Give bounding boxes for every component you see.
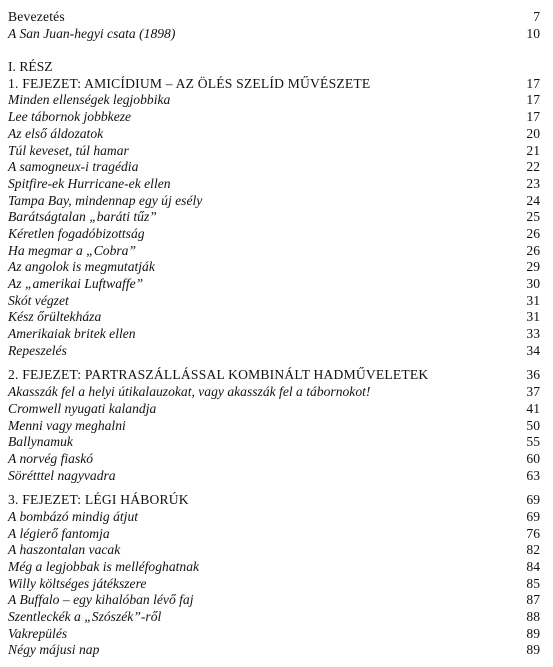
toc-entry (8, 126, 540, 143)
entry-title: Willy költséges játékszere (8, 575, 147, 591)
entry-title: Lee tábornok jobbkeze (8, 109, 132, 125)
page-number: 26 (526, 225, 540, 241)
toc-entry (8, 26, 540, 43)
spacer (8, 42, 540, 59)
entry-title: A San Juan-hegyi csata (1898) (8, 25, 176, 41)
toc-entry (8, 193, 540, 210)
chapter-heading (8, 76, 540, 93)
page-number: 33 (526, 326, 540, 342)
entry-title: Négy májusi nap (8, 642, 100, 658)
page-number: 31 (526, 309, 540, 325)
toc-entry (8, 418, 540, 435)
page-number: 84 (526, 559, 540, 574)
toc-entry (8, 592, 540, 609)
entry-title: A bombázó mindig átjut (8, 508, 139, 524)
entry-title: Kész őrültekháza (8, 309, 102, 325)
entry-title: A Buffalo – egy kihalóban lévő faj (8, 592, 194, 608)
page-number: 36 (526, 367, 540, 383)
page-number: 87 (526, 592, 540, 608)
entry-title: 2. FEJEZET: PARTRASZÁLLÁSSAL KOMBINÁLT HADMŰVELETEK (8, 367, 429, 383)
toc-entry (8, 509, 540, 526)
page-number: 41 (526, 400, 540, 416)
page-number: 89 (526, 642, 540, 658)
entry-title: A légierő fantomja (8, 525, 110, 541)
toc-entry (8, 434, 540, 451)
entry-title: Ballynamuk (8, 434, 73, 450)
entry-title: Ha megmar a „Cobra” (8, 242, 137, 258)
page-number: 34 (526, 342, 540, 358)
chapter-heading (8, 492, 540, 509)
entry-title: Sörétttel nagyvadra (8, 467, 116, 483)
toc-entry (8, 468, 540, 485)
toc-entry (8, 384, 540, 401)
entry-title: I. RÉSZ (8, 59, 53, 75)
page-number: 82 (526, 542, 540, 558)
page-number: 25 (526, 209, 540, 225)
toc-entry (8, 576, 540, 593)
toc-entry (8, 542, 540, 559)
page-number: 63 (526, 467, 540, 483)
entry-title: A norvég fiaskó (8, 450, 94, 466)
page-number: 23 (526, 175, 540, 191)
toc-entry (8, 526, 540, 543)
chapter-heading (8, 367, 540, 384)
toc-entry (8, 209, 540, 226)
page-number: 10 (526, 25, 540, 41)
entry-title: Barátságtalan „baráti tűz” (8, 209, 157, 225)
page-number: 37 (526, 384, 540, 400)
page-number: 24 (526, 192, 540, 208)
page-number: 21 (526, 142, 540, 158)
page-number: 17 (526, 92, 540, 108)
toc-entry (8, 559, 540, 576)
toc-entry (8, 343, 540, 360)
entry-title: A haszontalan vacak (8, 542, 121, 558)
toc-entry (8, 109, 540, 126)
entry-title: Bevezetés (8, 9, 65, 24)
entry-title: Skót végzet (8, 292, 69, 308)
table-of-contents (8, 9, 540, 659)
entry-title: Menni vagy meghalni (8, 417, 126, 433)
page-number: 20 (526, 125, 540, 141)
toc-entry (8, 9, 540, 26)
entry-title: Repeszelés (8, 342, 67, 358)
entry-title: Minden ellenségek legjobbika (8, 92, 171, 108)
toc-entry (8, 92, 540, 109)
part-heading (8, 59, 540, 76)
entry-title: Vakrepülés (8, 625, 68, 641)
toc-entry (8, 143, 540, 160)
toc-entry (8, 159, 540, 176)
toc-entry (8, 243, 540, 260)
page-number: 50 (526, 417, 540, 433)
page-number: 30 (526, 276, 540, 291)
entry-title: 1. FEJEZET: AMICÍDIUM – AZ ÖLÉS SZELÍD MŰVÉSZETE (8, 75, 371, 91)
entry-title: Cromwell nyugati kalandja (8, 400, 157, 416)
page-number: 60 (526, 450, 540, 466)
entry-title: Amerikaiak britek ellen (8, 326, 136, 342)
entry-title: Tampa Bay, mindennap egy új esély (8, 192, 203, 208)
toc-entry (8, 309, 540, 326)
page-number: 85 (526, 575, 540, 591)
entry-title: Az „amerikai Luftwaffe” (8, 276, 144, 291)
entry-title: 3. FEJEZET: LÉGI HÁBORÚK (8, 492, 189, 508)
page-number: 55 (526, 434, 540, 450)
toc-entry (8, 642, 540, 659)
page-number: 17 (526, 109, 540, 125)
page-number: 31 (526, 292, 540, 308)
toc-entry (8, 176, 540, 193)
entry-title: A samogneux-i tragédia (8, 159, 139, 175)
page-number: 88 (526, 609, 540, 625)
page-number: 89 (526, 625, 540, 641)
entry-title: Spitfire-ek Hurricane-ek ellen (8, 175, 171, 191)
toc-entry (8, 226, 540, 243)
toc-entry (8, 259, 540, 276)
page-number: 22 (526, 159, 540, 175)
toc-entry (8, 401, 540, 418)
toc-entry (8, 626, 540, 643)
page-number: 29 (526, 259, 540, 275)
toc-entry (8, 326, 540, 343)
page-number: 69 (526, 508, 540, 524)
entry-title: Még a legjobbak is melléfoghatnak (8, 559, 200, 574)
toc-entry (8, 276, 540, 293)
entry-title: Kéretlen fogadóbizottság (8, 225, 145, 241)
page-number: 69 (526, 492, 540, 508)
toc-entry (8, 293, 540, 310)
entry-title: Az angolok is megmutatják (8, 259, 155, 275)
entry-title: Akasszák fel a helyi útikalauzokat, vagy akasszák fel a tábornokot! (8, 384, 371, 400)
page-number: 17 (526, 75, 540, 91)
entry-title: Szentleckék a „Szószék”-ről (8, 609, 162, 625)
toc-entry (8, 451, 540, 468)
page-number: 26 (526, 242, 540, 258)
toc-entry (8, 609, 540, 626)
entry-title: Az első áldozatok (8, 125, 104, 141)
page-number: 76 (526, 525, 540, 541)
entry-title: Túl keveset, túl hamar (8, 142, 129, 158)
page-number: 7 (533, 9, 540, 24)
